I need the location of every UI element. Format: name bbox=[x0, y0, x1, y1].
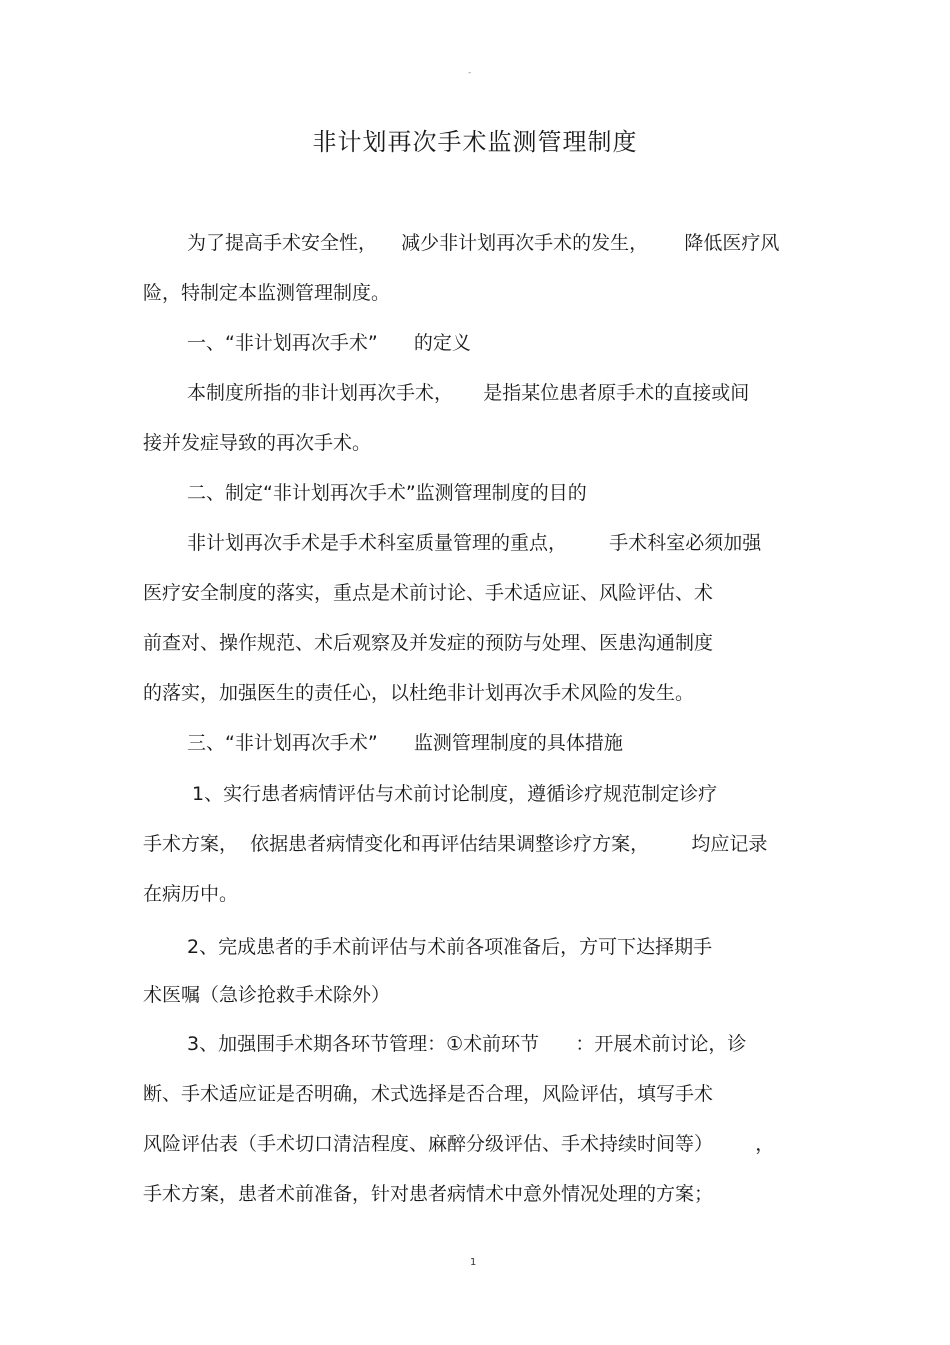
section-heading: 二、制定“非计划再次手术”监测管理制度的目的 bbox=[187, 482, 587, 504]
page-number: 1 bbox=[470, 1257, 477, 1268]
section-heading: 三、“非计划再次手术” 监测管理制度的具体措施 bbox=[187, 732, 623, 754]
paragraph-line: 风险评估表（手术切口清洁程度、麻醉分级评估、手术持续时间等） ， bbox=[143, 1133, 775, 1155]
paragraph-line: 在病历中。 bbox=[143, 883, 239, 905]
section-heading: 一、“非计划再次手术” 的定义 bbox=[187, 332, 471, 354]
paragraph-line: 手术方案，患者术前准备，针对患者病情术中意外情况处理的方案； bbox=[143, 1183, 714, 1205]
paragraph-line: 1、实行患者病情评估与术前讨论制度，遵循诊疗规范制定诊疗 bbox=[192, 783, 718, 805]
paragraph-line: 医疗安全制度的落实，重点是术前讨论、手术适应证、风险评估、术 bbox=[143, 582, 714, 604]
paragraph-line: 的落实，加强医生的责任心，以杜绝非计划再次手术风险的发生。 bbox=[143, 682, 695, 704]
header-mark: - bbox=[468, 68, 472, 78]
paragraph-line: 3、加强围手术期各环节管理：①术前环节 ：开展术前讨论，诊 bbox=[187, 1033, 747, 1055]
paragraph-line: 术医嘱（急诊抢救手术除外） bbox=[143, 984, 391, 1006]
document-title: 非计划再次手术监测管理制度 bbox=[312, 128, 638, 156]
paragraph-line: 前查对、操作规范、术后观察及并发症的预防与处理、医患沟通制度 bbox=[143, 632, 714, 654]
paragraph-line: 接并发症导致的再次手术。 bbox=[143, 432, 372, 454]
paragraph-line: 险，特制定本监测管理制度。 bbox=[143, 282, 391, 304]
paragraph-line: 非计划再次手术是手术科室质量管理的重点， 手术科室必须加强 bbox=[187, 532, 762, 554]
paragraph-line: 断、手术适应证是否明确，术式选择是否合理，风险评估，填写手术 bbox=[143, 1083, 714, 1105]
paragraph-line: 手术方案， 依据患者病情变化和再评估结果调整诊疗方案， 均应记录 bbox=[143, 833, 768, 855]
paragraph-line: 为了提高手术安全性， 减少非计划再次手术的发生， 降低医疗风 bbox=[187, 232, 780, 254]
paragraph-line: 2、完成患者的手术前评估与术前各项准备后，方可下达择期手 bbox=[187, 936, 713, 958]
paragraph-line: 本制度所指的非计划再次手术， 是指某位患者原手术的直接或间 bbox=[187, 382, 750, 404]
